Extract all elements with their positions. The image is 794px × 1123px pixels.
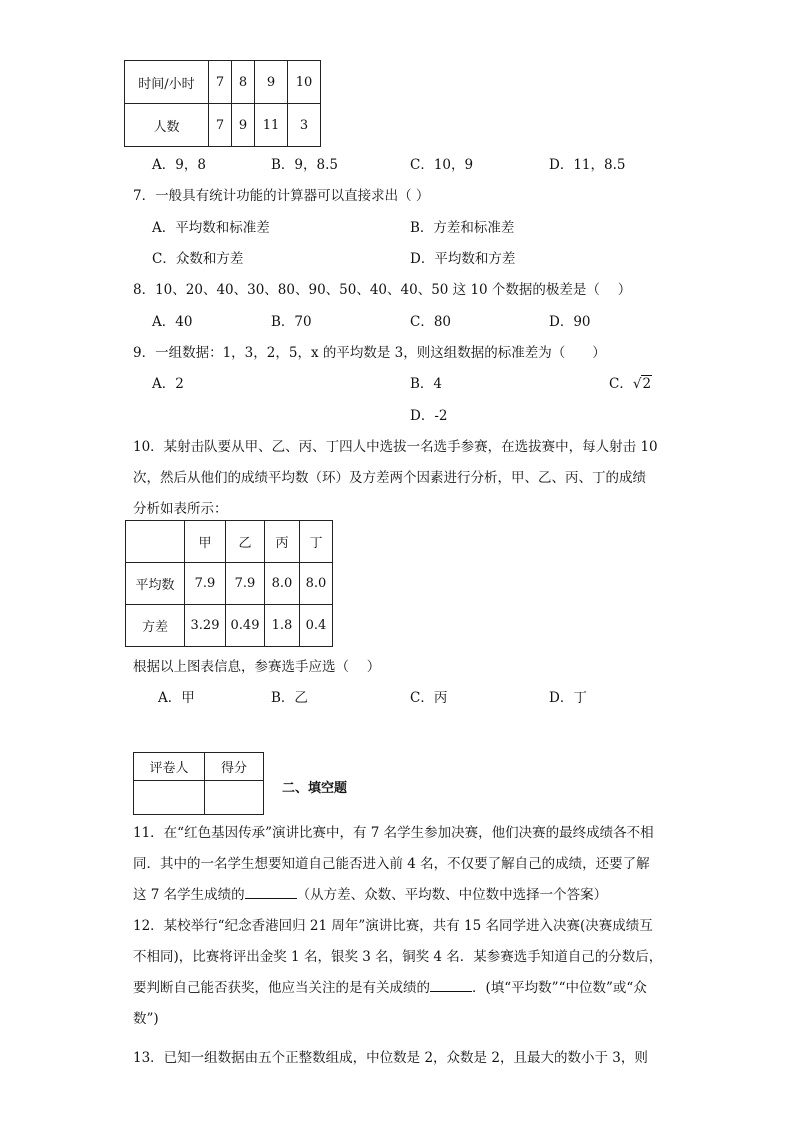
q11-line-3 [133, 880, 678, 911]
q9-option-c [609, 372, 652, 392]
score-cell [205, 781, 264, 815]
q10-option-b: B．乙 [271, 690, 308, 706]
table-cell: 乙 [226, 521, 265, 563]
q7-stem: 7．一般具有统计功能的计算器可以直接求出（ ） [133, 188, 430, 204]
score-box [133, 752, 264, 815]
scores-table [125, 520, 333, 647]
q9-option-a: A．2 [152, 376, 184, 392]
q11-line-1: 11．在“红色基因传承”演讲比赛中，有 7 名学生参加决赛，他们决赛的最终成绩各不相 [133, 825, 654, 841]
grader-cell [134, 781, 205, 815]
table-cell: 时间/小时 [125, 61, 209, 104]
table-cell: 8.0 [300, 563, 333, 605]
q12-answer-blank[interactable] [430, 977, 472, 992]
table-cell: 0.4 [300, 605, 333, 647]
section-title: 二、填空题 [282, 781, 348, 796]
table-row [125, 61, 321, 104]
q7-option-a: A．平均数和标准差 [152, 220, 270, 236]
q6-option-d: D．11，8.5 [549, 157, 626, 173]
q12-line-1: 12．某校举行“纪念香港回归 21 周年”演讲比赛，共有 15 名同学进入决赛(决赛成绩互 [133, 918, 653, 934]
score-header: 得分 [205, 753, 264, 781]
q11-text [133, 818, 678, 911]
table-cell [126, 521, 185, 563]
q10-option-a: A．甲 [158, 690, 195, 706]
q10-stem-line-3: 分析如表所示： [133, 501, 228, 517]
q8-option-c: C．80 [410, 314, 452, 330]
q8-option-a: A．40 [152, 314, 193, 330]
q7-option-c: C．众数和方差 [152, 251, 244, 267]
q12-line-3-end: ．(填“平均数”“中位数”或“众 [472, 980, 647, 996]
table-cell: 丙 [265, 521, 300, 563]
table-row [125, 104, 321, 147]
table-cell: 1.8 [265, 605, 300, 647]
radicand: 2 [642, 376, 652, 392]
q9-option-b: B．4 [410, 376, 443, 392]
q12-text [133, 911, 678, 1035]
table-row [134, 781, 264, 815]
table-cell: 平均数 [126, 563, 185, 605]
q8-option-d: D．90 [549, 314, 591, 330]
q12-line-2: 不相同)，比赛将评出金奖 1 名，银奖 3 名，铜奖 4 名．某参赛选手知道自己的分数后， [133, 949, 663, 965]
table-cell: 丁 [300, 521, 333, 563]
q12-line-3-start: 要判断自己能否获奖，他应当关注的是有关成绩的 [133, 980, 430, 996]
table-cell: 3 [288, 104, 321, 147]
q6-option-c: C．10，9 [410, 157, 474, 173]
table-row [126, 605, 333, 647]
table-cell: 11 [255, 104, 288, 147]
q6-option-b: B．9，8.5 [271, 157, 338, 173]
hours-table [124, 60, 321, 147]
table-cell: 方差 [126, 605, 185, 647]
table-cell: 7 [209, 104, 232, 147]
grader-header: 评卷人 [134, 753, 205, 781]
q7-option-d: D．平均数和方差 [410, 251, 516, 267]
table-row [134, 753, 264, 781]
q11-line-3-start: 这 7 名学生成绩的 [133, 887, 245, 903]
q9-stem: 9．一组数据：1，3，2，5，x 的平均数是 3，则这组数据的标准差为（ ） [133, 345, 606, 361]
q10-stem-line-1: 10．某射击队要从甲、乙、丙、丁四人中选拔一名选手参赛，在选拔赛中，每人射击 10 [133, 439, 658, 455]
q9-option-c-label: C． [609, 376, 633, 392]
q10-option-c: C．丙 [410, 690, 448, 706]
q10-question: 根据以上图表信息，参赛选手应选（ ） [133, 659, 381, 675]
q6-option-a: A．9，8 [152, 157, 206, 173]
q10-option-d: D．丁 [549, 690, 587, 706]
q9-option-d: D．-2 [410, 408, 448, 424]
q8-stem: 8．10、20、40、30、80、90、50、40、40、50 这 10 个数据的极差是（ ） [133, 282, 632, 298]
table-cell: 3.29 [185, 605, 226, 647]
q11-line-2: 同．其中的一名学生想要知道自己能否进入前 4 名，不仅要了解自己的成绩，还要了解 [133, 856, 650, 872]
table-cell: 9 [232, 104, 255, 147]
q8-option-b: B．70 [271, 314, 312, 330]
table-cell: 7 [209, 61, 232, 104]
table-row [126, 563, 333, 605]
table-cell: 10 [288, 61, 321, 104]
q7-option-b: B．方差和标准差 [410, 220, 515, 236]
table-cell: 9 [255, 61, 288, 104]
table-row [126, 521, 333, 563]
q11-line-3-end: （从方差、众数、平均数、中位数中选择一个答案） [296, 887, 608, 903]
q12-line-3 [133, 973, 678, 1004]
table-cell: 7.9 [226, 563, 265, 605]
q10-stem-line-2: 次，然后从他们的成绩平均数（环）及方差两个因素进行分析，甲、乙、丙、丁的成绩 [133, 470, 646, 486]
table-cell: 8 [232, 61, 255, 104]
q11-answer-blank[interactable] [245, 884, 297, 899]
sqrt-symbol: √2 [632, 376, 652, 392]
table-cell: 人数 [125, 104, 209, 147]
q12-line-4: 数”) [133, 1011, 159, 1027]
table-cell: 7.9 [185, 563, 226, 605]
table-cell: 0.49 [226, 605, 265, 647]
q13-text: 13．已知一组数据由五个正整数组成，中位数是 2，众数是 2，且最大的数小于 3，则 [133, 1050, 648, 1066]
table-cell: 8.0 [265, 563, 300, 605]
table-cell: 甲 [185, 521, 226, 563]
